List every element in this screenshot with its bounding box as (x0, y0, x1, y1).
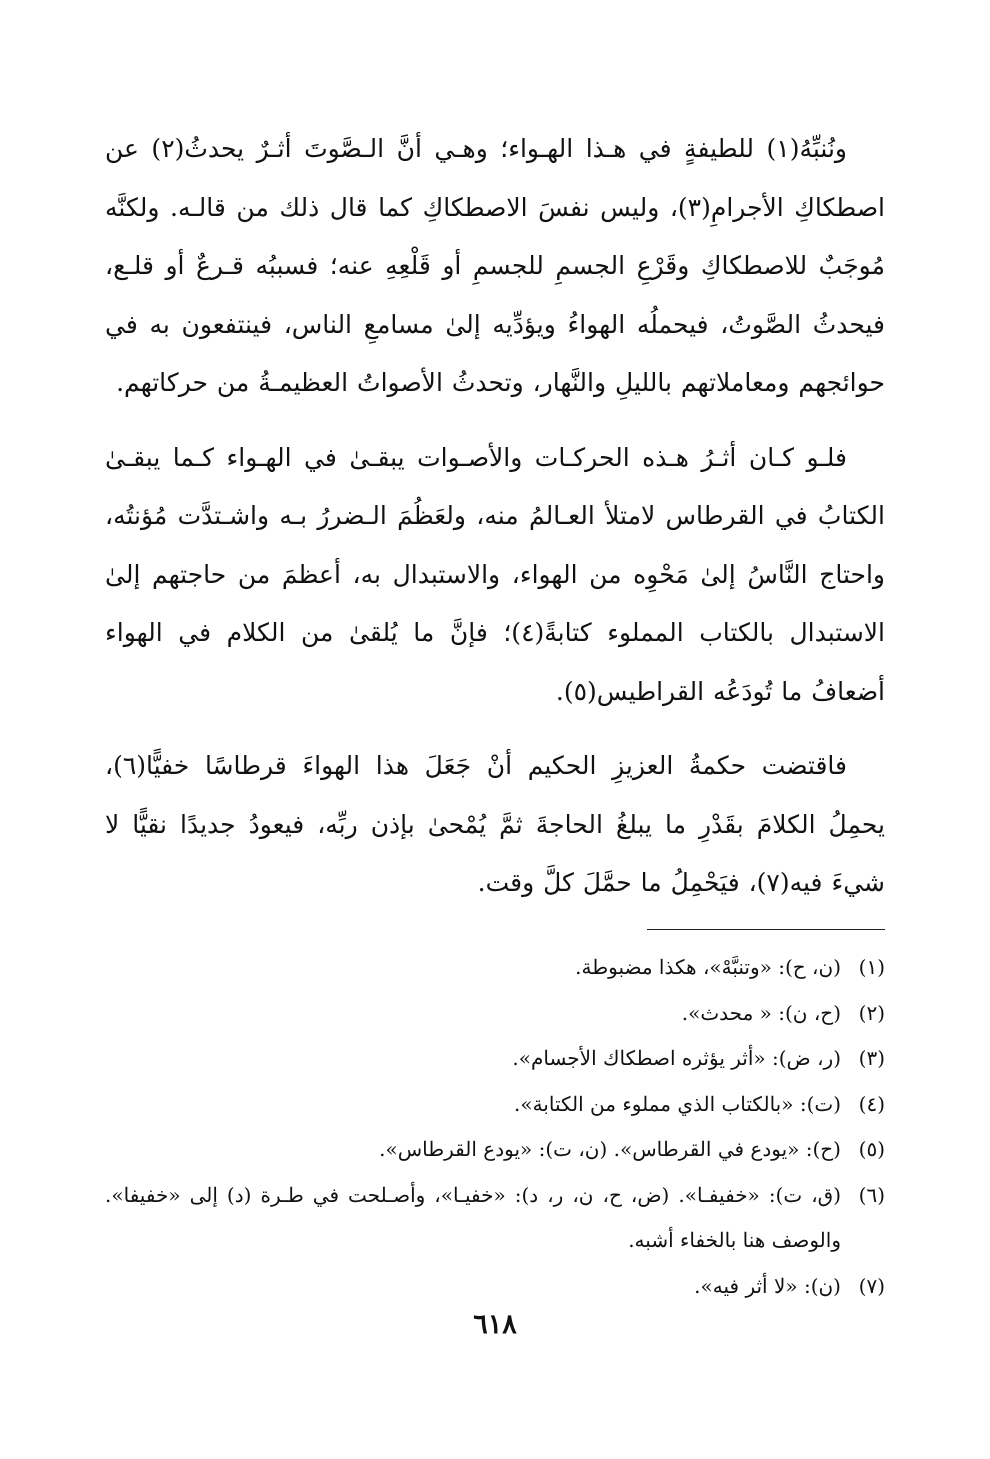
footnote-text: (ح، ن): « محدث». (681, 1000, 841, 1025)
book-page (105, 0, 885, 1459)
footnote-4 (105, 1082, 885, 1128)
footnote-5 (105, 1127, 885, 1173)
footnote-text: (ت): «بالكتاب الذي مملوء من الكتابة». (513, 1091, 841, 1116)
footnote-2 (105, 991, 885, 1037)
footnote-number: (١) (858, 955, 885, 979)
paragraph-3: فاقتضت حكمةُ العزيزِ الحكيم أنْ جَعَلَ هذا الهواءَ قرطاسًا خفيًّا(٦)، يحمِلُ الكلامَ بقَدْرِ ما يبلغُ الحاجةَ ثمَّ يُمْحىٰ بإذن ربِّه، فيعودُ جديدًا نقيًّا لا شيءَ فيه(٧)، فيَحْمِلُ ما حمَّلَ كلَّ وقت. (105, 751, 885, 897)
footnote-text: (ر، ض): «أثر يؤثره اصطكاك الأجسام». (512, 1046, 841, 1070)
footnote-number: (٧) (858, 1273, 885, 1298)
footnote-6 (105, 1173, 885, 1264)
page-number: ٦١٨ (473, 1309, 517, 1340)
footnote-number: (٥) (858, 1137, 885, 1161)
footnote-text: (ح): «يودع في القرطاس». (ن، ت): «يودع القرطاس». (379, 1137, 841, 1161)
footnotes-list (105, 945, 885, 1309)
footnote-divider (647, 929, 885, 930)
footnote-1 (105, 945, 885, 991)
footnote-text: (ق، ت): «خفيفـا». (ض، ح، ن، ر، د): «خفيـا»، وأصـلحت في طـرة (د) إلى «خفيفا». والوصف هنا بالخفاء أشبه. (105, 1182, 841, 1252)
paragraph-2: فلـو كـان أثـرُ هـذه الحركـات والأصـوات يبقـىٰ في الهـواء كـما يبقـىٰ الكتابُ في القرطاس لامتلأ العـالمُ منه، ولعَظُمَ الـضررُ بـه واشـتدَّت مُؤنتُه، واحتاج النَّاسُ إلىٰ مَحْوِه من الهواء، والاستبدال به، أعظمَ من حاجتهم إلىٰ الاستبدال بالكتاب المملوء كتابةً(٤)؛ فإنَّ ما يُلقىٰ من الكلام في الهواء أضعافُ ما تُودَعُه القراطيس(٥). (105, 442, 885, 706)
main-text (105, 120, 885, 929)
footnote-text: (ن): «لا أثر فيه». (694, 1273, 841, 1298)
paragraph-1: ونُنبِّهُ(١) للطيفةٍ في هـذا الهـواء؛ وهـي أنَّ الـصَّوتَ أثـرٌ يحدثُ(٢) عن اصطكاكِ الأجرامِ(٣)، وليس نفسَ الاصطكاكِ كما قال ذلك من قالـه. ولكنَّه مُوجَبٌ للاصطكاكِ وقَرْعِ الجسمِ للجسمِ أو قَلْعِهِ عنه؛ فسببُه قـرعٌ أو قلـع، فيحدثُ الصَّوتُ، فيحملُه الهواءُ ويؤدِّيه إلىٰ مسامعِ الناس، فينتفعون به في حوائجهم ومعاملاتهم بالليلِ والنَّهار، وتحدثُ الأصواتُ العظيمـةُ من حركاتهم. (105, 134, 885, 397)
footnote-text: (ن، ح): «وتنبَّهْ»، هكذا مضبوطة. (575, 955, 841, 979)
footnote-7 (105, 1264, 885, 1310)
footnote-3 (105, 1036, 885, 1082)
footnote-number: (٢) (858, 1000, 885, 1025)
footnote-number: (٤) (858, 1091, 885, 1116)
footnote-number: (٣) (858, 1046, 885, 1070)
footnote-number: (٦) (858, 1182, 885, 1207)
